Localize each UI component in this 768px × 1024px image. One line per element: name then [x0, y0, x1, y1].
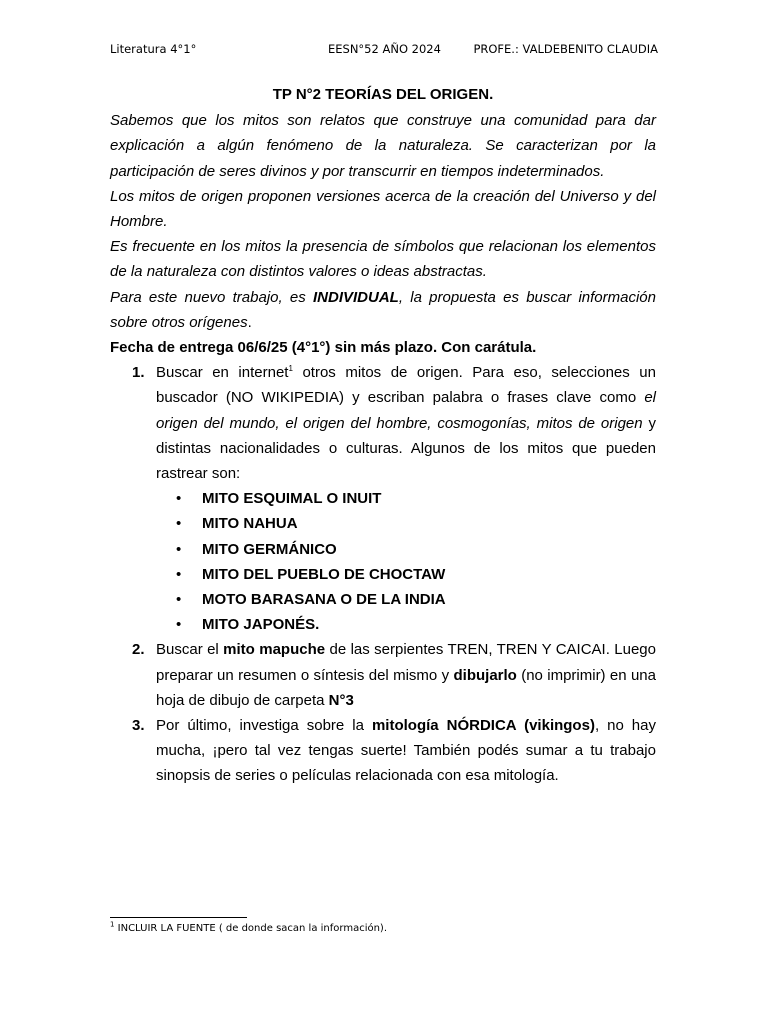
intro-paragraph-3: Es frecuente en los mitos la presencia de símbolos que relacionan los elementos de la naturaleza con distintos valores o ideas abstractas. [110, 238, 656, 281]
bullet-icon: • [176, 591, 182, 609]
task-number: 1. [132, 364, 145, 382]
footnote-mark: 1 [110, 920, 115, 929]
intro-paragraph-2: Los mitos de origen proponen versiones acerca de la creación del Universo y del Hombre. [110, 187, 656, 231]
intro-text: Para este nuevo trabajo, es [110, 288, 313, 306]
task-text: otros mitos de origen. Para eso, selecciones un buscador (NO WIKIPEDIA) y escriban palabra o frases clave como [156, 364, 656, 407]
footnote [110, 920, 388, 934]
task-text: y distintas nacionalidades o culturas. Algunos de los mitos que pueden rastrear son: [156, 414, 656, 483]
intro-paragraph-4 [110, 285, 656, 335]
individual-emphasis: INDIVIDUAL [312, 288, 399, 306]
task-text: Buscar en internet [156, 364, 289, 382]
task-text: Buscar el [156, 641, 224, 659]
keywords-text: el origen del mundo, el origen del hombre, cosmogonías, mitos de origen [156, 389, 656, 432]
bullet-icon: • [176, 540, 182, 558]
myths-list [156, 486, 656, 637]
bullet-icon: • [176, 490, 182, 508]
intro-text: , la propuesta es buscar información sobre otros orígenes [110, 288, 656, 331]
task-item-1 [110, 360, 656, 637]
footnote-text: INCLUIR LA FUENTE ( de donde sacan la información). [114, 923, 388, 934]
intro-period: . [247, 313, 252, 331]
task-number: 2. [132, 641, 145, 659]
task-list [110, 360, 656, 788]
myth-label: MITO JAPONÉS. [202, 616, 320, 634]
myth-item [156, 511, 656, 536]
document-body [110, 82, 656, 789]
header-teacher: PROFE.: VALDEBENITO CLAUDIA [473, 42, 658, 56]
myth-label: MOTO BARASANA O DE LA INDIA [202, 591, 446, 609]
page-header [110, 42, 658, 60]
myth-item [156, 562, 656, 587]
bullet-icon: • [176, 616, 182, 634]
task-item-3 [110, 713, 656, 789]
myth-label: MITO DEL PUEBLO DE CHOCTAW [202, 565, 446, 583]
document-title: TP N°2 TEORÍAS DEL ORIGEN. [272, 86, 494, 103]
myth-label: MITO GERMÁNICO [202, 540, 337, 558]
task-text: de las serpientes TREN, TREN Y CAICAI. Luego preparar un resumen o síntesis del mismo y [156, 641, 656, 684]
footnote-reference[interactable]: 1 [288, 364, 293, 374]
myth-label: MITO NAHUA [202, 515, 298, 533]
myth-item [156, 587, 656, 612]
nordic-emphasis: mitología NÓRDICA (vikingos) [371, 717, 595, 735]
task-text: Por último, investiga sobre la [156, 717, 372, 735]
myth-item [156, 486, 656, 511]
header-school-year: EESN°52 AÑO 2024 [328, 42, 441, 56]
draw-emphasis: dibujarlo [453, 666, 517, 684]
header-subject: Literatura 4°1° [110, 42, 197, 56]
myth-item [156, 612, 656, 637]
task-item-2 [110, 637, 656, 713]
footnote-separator [110, 917, 247, 918]
deadline-notice: Fecha de entrega 06/6/25 (4°1°) sin más plazo. Con carátula. [110, 339, 537, 357]
myth-item [156, 537, 656, 562]
task-number: 3. [132, 717, 145, 735]
mapuche-emphasis: mito mapuche [223, 641, 326, 659]
task-text: (no imprimir) en una hoja de dibujo de carpeta [156, 666, 656, 709]
myth-label: MITO ESQUIMAL O INUIT [202, 490, 382, 508]
bullet-icon: • [176, 565, 182, 583]
bullet-icon: • [176, 515, 182, 533]
intro-paragraph-1: Sabemos que los mitos son relatos que construye una comunidad para dar explicación a algún fenómeno de la naturaleza. Se caracterizan por la participación de seres divinos y por transcurrir en tiempos indeterminados. [110, 112, 656, 180]
task-text: , no hay mucha, ¡pero tal vez tengas suerte! También podés sumar a tu trabajo sinopsis de series o películas relacionada con esa mitología. [156, 717, 656, 785]
folder-number-emphasis: N°3 [328, 691, 354, 709]
